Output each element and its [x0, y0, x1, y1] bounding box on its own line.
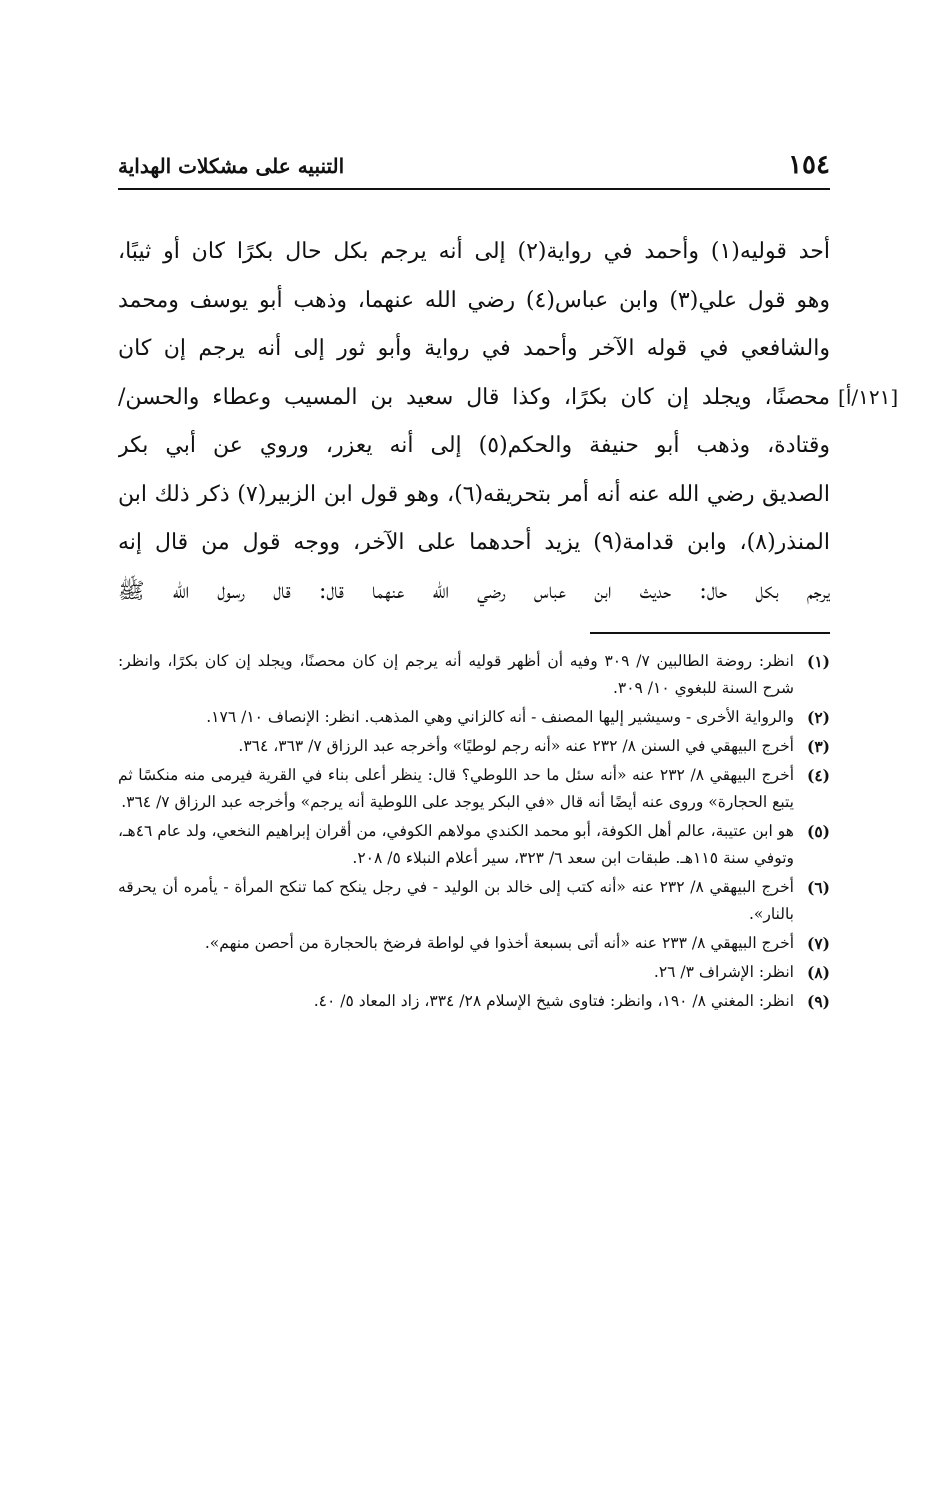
footnote-text: انظر: روضة الطالبين ٧/ ٣٠٩ وفيه أن أظهر قوليه أنه يرجم إن كان محصنًا، ويجلد إن كان بكرًا، وانظر: شرح السنة للبغوي ١٠/ ٣٠٩.	[118, 652, 794, 697]
margin-folio-note: [١٢١/أ]	[838, 385, 899, 409]
footnote	[118, 874, 830, 928]
footnote-number: (٢)	[806, 708, 830, 727]
footnote-text: هو ابن عتيبة، عالم أهل الكوفة، أبو محمد الكندي مولاهم الكوفي، من أقران إبراهيم النخعي، ولد عام ٤٦هـ، وتوفي سنة ١١٥هـ. طبقات ابن سعد ٦/ ٣٢٣، سير أعلام النبلاء ٥/ ٢٠٨.	[118, 822, 794, 867]
main-text	[118, 228, 830, 616]
footnote-text: انظر: الإشراف ٣/ ٢٦.	[653, 963, 794, 981]
text-line: المنذر(٨)، وابن قدامة(٩) يزيد أحدهما على الآخر، ووجه قول من قال إنه	[118, 530, 830, 555]
footnote-text: أخرج البيهقي في السنن ٨/ ٢٣٢ عنه «أنه رجم لوطيًا» وأخرجه عبد الرزاق ٧/ ٣٦٣، ٣٦٤.	[238, 737, 794, 755]
text-line: أحد قوليه(١) وأحمد في رواية(٢) إلى أنه يرجم بكل حال بكرًا كان أو ثيبًا،	[118, 239, 830, 264]
footnote-text: أخرج البيهقي ٨/ ٢٣٢ عنه «أنه كتب إلى خالد بن الوليد - في رجل ينكح كما تنكح المرأة - يأمره أن يحرقه بالنار».	[118, 878, 794, 923]
footnote-separator	[590, 632, 830, 634]
footnote	[118, 762, 830, 816]
footnote-number: (٤)	[806, 766, 830, 785]
text-line: وقتادة، وذهب أبو حنيفة والحكم(٥) إلى أنه يعزر، وروي عن أبي بكر	[118, 433, 830, 458]
footnote-number: (٣)	[806, 737, 830, 756]
running-title: التنبيه على مشكلات الهداية	[118, 154, 345, 178]
text-line: يرجم بكل حال: حديث ابن عباس رضي الله عنهما قال: قال رسول الله ﷺ	[118, 578, 830, 604]
footnote-text: أخرج البيهقي ٨/ ٢٣٢ عنه «أنه سئل ما حد اللوطي؟ قال: ينظر أعلى بناء في القرية فيرمى منه منكسًا ثم يتبع الحجارة» وروى عنه أيضًا أنه قال «في البكر يوجد على اللوطية أنه يرجم» وأخرجه عبد الرزاق ٧/ ٣٦٤.	[118, 766, 794, 811]
footnote-number: (١)	[806, 652, 830, 671]
footnote	[118, 648, 830, 702]
text-line: والشافعي في قوله الآخر وأحمد في رواية وأبو ثور إلى أنه يرجم إن كان	[118, 336, 830, 361]
footnote	[118, 733, 830, 760]
text-line: وهو قول علي(٣) وابن عباس(٤) رضي الله عنهما، وذهب أبو يوسف ومحمد	[118, 287, 830, 313]
footnote-number: (٩)	[806, 992, 830, 1011]
footnote-text: والرواية الأخرى - وسيشير إليها المصنف - أنه كالزاني وهي المذهب. انظر: الإنصاف ١٠/ ١٧٦.	[206, 708, 794, 726]
footnote-number: (٦)	[806, 878, 830, 897]
text-line: محصنًا، ويجلد إن كان بكرًا، وكذا قال سعيد بن المسيب وعطاء والحسن/	[118, 384, 830, 410]
text-line: الصديق رضي الله عنه أنه أمر بتحريقه(٦)، وهو قول ابن الزبير(٧) ذكر ذلك ابن	[118, 481, 830, 507]
footnote	[118, 818, 830, 872]
footnote-text: أخرج البيهقي ٨/ ٢٣٣ عنه «أنه أتى بسبعة أخذوا في لواطة فرضخ بالحجارة من أحصن منهم».	[204, 934, 794, 952]
footnote	[118, 959, 830, 986]
footnote	[118, 988, 830, 1015]
footnote-number: (٥)	[806, 822, 830, 841]
footnote-number: (٧)	[806, 934, 830, 953]
footnote	[118, 704, 830, 731]
page-header	[118, 150, 830, 186]
footnotes	[118, 648, 830, 1017]
header-rule	[118, 188, 830, 190]
footnote-number: (٨)	[806, 963, 830, 982]
page-number: ١٥٤	[788, 150, 830, 180]
footnote-text: انظر: المغني ٨/ ١٩٠، وانظر: فتاوى شيخ الإسلام ٢٨/ ٣٣٤، زاد المعاد ٥/ ٤٠.	[313, 992, 794, 1010]
footnote	[118, 930, 830, 957]
